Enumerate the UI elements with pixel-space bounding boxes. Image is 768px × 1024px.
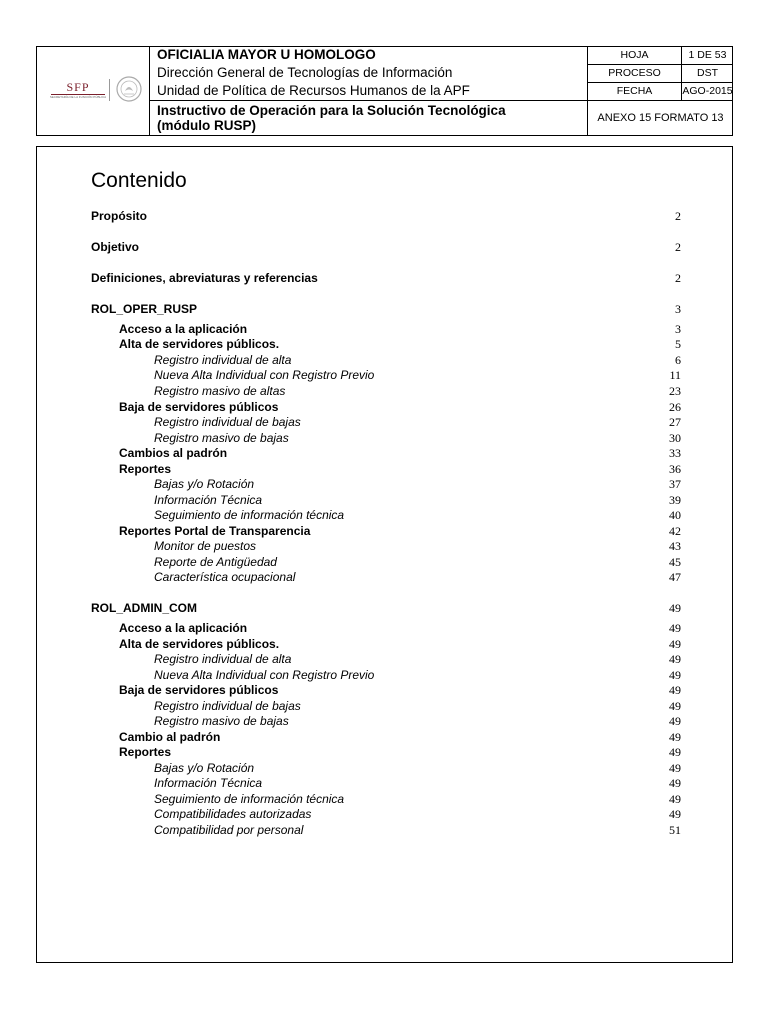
hoja-value: 1 DE 53 xyxy=(682,47,733,65)
logo-divider xyxy=(109,79,110,101)
header-title-block xyxy=(149,47,588,135)
toc-title: Contenido xyxy=(91,169,187,192)
toc-entry-page: 49 xyxy=(669,637,681,651)
toc-entry-page: 42 xyxy=(669,524,681,538)
toc-entry-page: 3 xyxy=(675,302,681,316)
toc-entry-page: 37 xyxy=(669,477,681,491)
toc-entry-label: Cambios al padrón xyxy=(119,446,228,460)
toc-entry xyxy=(37,539,734,554)
proceso-value: DST xyxy=(682,65,733,83)
toc-entry-page: 39 xyxy=(669,493,681,507)
toc-entry-label: Registro individual de alta xyxy=(154,652,292,666)
toc-entry-page: 51 xyxy=(669,823,681,837)
toc-entry-label: Propósito xyxy=(91,209,147,223)
toc-entry-page: 49 xyxy=(669,652,681,666)
toc-entry-page: 47 xyxy=(669,570,681,584)
toc-entry xyxy=(37,524,734,539)
toc-entry-label: Seguimiento de información técnica xyxy=(154,792,345,806)
toc-entry-label: Registro masivo de bajas xyxy=(154,431,289,445)
toc-entry-label: Nueva Alta Individual con Registro Previo xyxy=(154,368,375,382)
toc-entry-label: Cambio al padrón xyxy=(119,730,221,744)
toc-entry-label: Reportes Portal de Transparencia xyxy=(119,524,311,538)
toc-entry-label: Registro individual de bajas xyxy=(154,699,301,713)
toc-entry-label: Reporte de Antigüedad xyxy=(154,555,277,569)
toc-entry-label: Registro masivo de altas xyxy=(154,384,286,398)
toc-entry-page: 49 xyxy=(669,807,681,821)
anexo-formato: ANEXO 15 FORMATO 13 xyxy=(597,112,724,124)
toc-entry-label: Registro individual de alta xyxy=(154,353,292,367)
toc-entry xyxy=(37,368,734,383)
header-doc-title: Instructivo de Operación para la Solución Tecnológica xyxy=(157,103,506,118)
toc-entry-label: Registro individual de bajas xyxy=(154,415,301,429)
toc-entry xyxy=(37,322,734,337)
toc-entry xyxy=(37,699,734,714)
toc-entry xyxy=(37,761,734,776)
header-office: OFICIALIA MAYOR U HOMOLOGO xyxy=(157,47,376,62)
toc-entry xyxy=(37,683,734,698)
fecha-label: FECHA xyxy=(588,83,682,101)
toc-entry xyxy=(37,431,734,446)
toc-entry xyxy=(37,714,734,729)
toc-entry xyxy=(37,570,734,585)
toc-entry xyxy=(37,668,734,683)
toc-entry xyxy=(37,621,734,636)
toc-entry-page: 49 xyxy=(669,745,681,759)
toc-entry-label: Monitor de puestos xyxy=(154,539,257,553)
toc-entry-label: Nueva Alta Individual con Registro Previo xyxy=(154,668,375,682)
toc-entry-page: 27 xyxy=(669,415,681,429)
toc-entry-page: 49 xyxy=(669,792,681,806)
toc-entry xyxy=(37,652,734,667)
toc-entry-page: 49 xyxy=(669,699,681,713)
toc-entry xyxy=(37,823,734,838)
toc-entry xyxy=(37,209,734,224)
toc-entry-page: 23 xyxy=(669,384,681,398)
document-header xyxy=(36,46,733,136)
toc-entry-page: 26 xyxy=(669,400,681,414)
toc-entry xyxy=(37,462,734,477)
toc-entry xyxy=(37,384,734,399)
toc-entry xyxy=(37,555,734,570)
toc-entry-label: Objetivo xyxy=(91,240,140,254)
toc-entry-label: Seguimiento de información técnica xyxy=(154,508,345,522)
toc-entry-label: ROL_OPER_RUSP xyxy=(91,302,198,316)
fecha-value: AGO-2015 xyxy=(682,83,733,101)
toc-entry-page: 5 xyxy=(675,337,681,351)
toc-entry xyxy=(37,745,734,760)
toc-entry-page: 49 xyxy=(669,761,681,775)
header-meta xyxy=(588,47,733,135)
toc-entry xyxy=(37,601,734,616)
toc-entry-label: Baja de servidores públicos xyxy=(119,683,279,697)
toc-entry-page: 6 xyxy=(675,353,681,367)
toc-entry-page: 2 xyxy=(675,271,681,285)
toc-entry-page: 36 xyxy=(669,462,681,476)
hoja-label: HOJA xyxy=(588,47,682,65)
toc-entry-page: 2 xyxy=(675,240,681,254)
toc-entry-label: Alta de servidores públicos. xyxy=(119,337,280,351)
content-frame xyxy=(36,146,733,963)
toc-entry xyxy=(37,637,734,652)
toc-entry xyxy=(37,776,734,791)
toc-entry-page: 49 xyxy=(669,776,681,790)
toc-entry-page: 49 xyxy=(669,730,681,744)
toc-entry-page: 49 xyxy=(669,714,681,728)
toc-entry xyxy=(37,508,734,523)
toc-entry xyxy=(37,807,734,822)
toc-entry xyxy=(37,792,734,807)
header-doc-subtitle: (módulo RUSP) xyxy=(157,118,256,133)
toc-entry-page: 49 xyxy=(669,668,681,682)
toc-entry-label: Definiciones, abreviaturas y referencias xyxy=(91,271,318,285)
toc-entry xyxy=(37,730,734,745)
toc-entry-label: Compatibilidades autorizadas xyxy=(154,807,312,821)
toc-entry xyxy=(37,271,734,286)
toc-entry xyxy=(37,353,734,368)
toc-entry xyxy=(37,240,734,255)
toc-entry-label: Baja de servidores públicos xyxy=(119,400,279,414)
sfp-logo-subtext: SECRETARÍA DE LA FUNCIÓN PÚBLICA xyxy=(49,95,107,99)
logo-cell xyxy=(37,47,150,135)
toc-entry-page: 49 xyxy=(669,601,681,615)
toc-entry-page: 49 xyxy=(669,621,681,635)
toc-entry-page: 3 xyxy=(675,322,681,336)
toc-entry-page: 2 xyxy=(675,209,681,223)
toc-entry xyxy=(37,400,734,415)
toc-entry-label: Registro masivo de bajas xyxy=(154,714,289,728)
toc-entry xyxy=(37,477,734,492)
toc-entry xyxy=(37,415,734,430)
toc-entry-page: 45 xyxy=(669,555,681,569)
toc-entry-label: Reportes xyxy=(119,462,172,476)
header-directorate: Dirección General de Tecnologías de Información xyxy=(157,65,453,80)
toc-entry-page: 43 xyxy=(669,539,681,553)
sfp-logo-text: SFP xyxy=(66,80,90,94)
toc-entry-label: Alta de servidores públicos. xyxy=(119,637,280,651)
toc-entry-label: Compatibilidad por personal xyxy=(154,823,304,837)
header-unit: Unidad de Política de Recursos Humanos de la APF xyxy=(157,83,470,98)
sfp-logo xyxy=(49,81,107,105)
toc-entry xyxy=(37,446,734,461)
toc-entry xyxy=(37,493,734,508)
toc-entry-label: Bajas y/o Rotación xyxy=(154,761,255,775)
toc-entry-label: Reportes xyxy=(119,745,172,759)
toc-entry-page: 49 xyxy=(669,683,681,697)
toc-entry-label: Bajas y/o Rotación xyxy=(154,477,255,491)
toc-entry-page: 33 xyxy=(669,446,681,460)
toc-entry-page: 30 xyxy=(669,431,681,445)
toc-entry-label: Información Técnica xyxy=(154,493,263,507)
toc-entry xyxy=(37,302,734,317)
toc-entry-label: Acceso a la aplicación xyxy=(119,621,248,635)
proceso-label: PROCESO xyxy=(588,65,682,83)
toc-entry-label: ROL_ADMIN_COM xyxy=(91,601,198,615)
toc-entry xyxy=(37,337,734,352)
national-crest-icon xyxy=(115,75,143,103)
toc-entry-label: Característica ocupacional xyxy=(154,570,296,584)
toc-entry-label: Acceso a la aplicación xyxy=(119,322,248,336)
toc-entry-page: 11 xyxy=(669,368,681,382)
toc-entry-label: Información Técnica xyxy=(154,776,263,790)
toc-entry-page: 40 xyxy=(669,508,681,522)
